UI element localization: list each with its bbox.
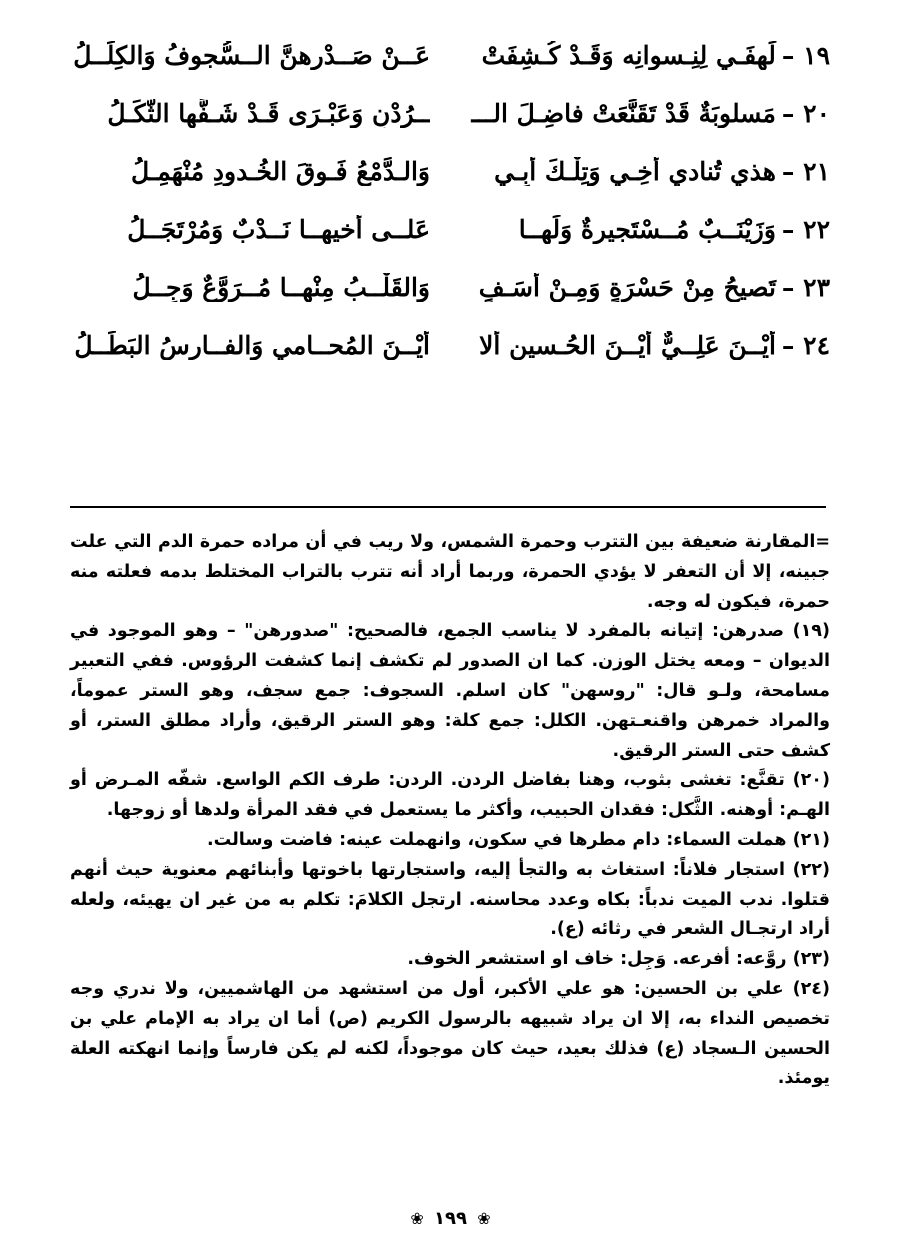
verse-21 — [60, 142, 830, 200]
footnote-20: (٢٠) تقنَّع: تغشى بثوب، وهنا بفاضل الردن. الردن: طرف الكم الواسع. شفّه المـرض أو الهـم: أوهنه. الثَّكل: فقدان الحبيب، وأكثر ما يستعمل في فقد المرأة ولدها أو زوجها. — [70, 770, 830, 821]
verse-second-hemistich: ــرُدْنِ وَعَبْـرَى قَـدْ شَـفَّها الثَّكَـلُ — [107, 98, 430, 128]
ornament-icon: ❀ — [410, 1209, 424, 1228]
verse-second-hemistich: عَــنْ صَــدْرِهنَّ الــسُّجوفُ وَالكِلَــلُ — [73, 40, 430, 70]
verse-number: ٢٤ – — [781, 330, 830, 360]
verse-24 — [60, 316, 830, 374]
footnote-continuation: =المقارنة ضعيفة بين التترب وحمرة الشمس، ولا ريب في أن مراده حمرة الدم التي علت جبينه، إلا أن التعفر لا يؤدي الحمرة، وربما أراد أنه تترب بالتراب المختلط بدمه فعلته منه حمرة، فيكون له وجه. — [70, 532, 830, 612]
footnote-21: (٢١) هملت السماء: دام مطرها في سكون، وانهملت عينه: فاضت وسالت. — [207, 829, 830, 850]
verse-19 — [60, 26, 830, 84]
verse-number: ٢٠ – — [781, 98, 830, 128]
footnote-22: (٢٢) استجار فلاناً: استغاث به والتجأ إليه، واستجارتها باخوتها وأبنائهم معنوية حيث أنهم قتلوا. ندب الميت ندباً: بكاه وعدد محاسنه. ارتجل الكلامَ: تكلم به من غير ان يهيئه، ولعله أراد ارتجـال الشعر في رثائه (ع). — [70, 859, 830, 940]
verse-first-hemistich: ٢٠ –مَسلوبَةٌ قَدْ تَقَنَّعَتْ فاضِـلَ الـــ — [471, 98, 830, 128]
verse-first-hemistich: ٢١ –هذي تُنادي أَخِـي وَتِلْـكَ أَبِـي — [494, 156, 830, 186]
ornament-icon: ❀ — [477, 1209, 491, 1228]
footnote-separator — [70, 506, 826, 508]
verse-20 — [60, 84, 830, 142]
verse-first-hemistich: ٢٢ –وَزَيْنَــبٌ مُــسْتَجيرةٌ وَلَهــا — [518, 214, 830, 244]
poem-section — [60, 26, 830, 374]
verse-second-hemistich: وَالـدَّمْعُ فَـوقَ الخُـدودِ مُنْهَمِـلُ — [131, 156, 430, 186]
page-number: ١٩٩ — [434, 1208, 467, 1229]
footnote-19: (١٩) صدرهن: إتيانه بالمفرد لا يناسب الجمع، فالصحيح: "صدورهن" – وهو الموجود في الديوان – ومعه يختل الوزن. كما ان الصدور لم تكشف إنما كشفت الرؤوس. ففي التعبير مسامحة، ولـو قال: "روسهن" كان اسلم. السجوف: جمع سجف، وهو الستر عموماً، والمراد خمرهن واقنعـتهن. الكلل: جمع كلة: وهو الستر الرقيق، وأراد مطلق الستر، أو كشف حتى الستر الرقيق. — [70, 621, 830, 761]
footnotes — [70, 528, 830, 1094]
verse-number: ٢١ – — [781, 156, 830, 186]
footnote-23: (٢٣) روَّعه: أفرعه. وَجِل: خاف او استشعر الخوف. — [407, 949, 830, 970]
verse-first-hemistich: ١٩ –لَهفَـي لِنِـسوانِه وَقَـدْ كُـشِفَتْ — [481, 40, 830, 70]
verse-number: ٢٣ – — [781, 272, 830, 302]
verse-number: ٢٢ – — [781, 214, 830, 244]
verse-first-hemistich: ٢٤ –أَيْــنَ عَلِــيٌّ أَيْــنَ الحُـسينِ أَلا — [479, 330, 830, 360]
verse-23 — [60, 258, 830, 316]
verse-22 — [60, 200, 830, 258]
verse-second-hemistich: عَلــى أَخيهــا نَــدْبٌ وَمُرْتَجَــلُ — [127, 214, 430, 244]
page-number-footer — [0, 1208, 901, 1229]
verse-first-hemistich: ٢٣ –تَصيحُ مِنْ حَسْرَةٍ وَمِـنْ أَسَـفٍ — [478, 272, 830, 302]
footnote-24: (٢٤) علي بن الحسين: هو علي الأكبر، أول من استشهد من الهاشميين، ولا ندري وجه تخصيص النداء به، إلا ان يراد شبيهه بالرسول الكريم (ص) أما ان يراد به الإمام علي بن الحسين الـسجاد (ع) فذلك بعيد، حيث كان موجوداً، لكنه لم يكن فارساً وإنما انهكته العلة يومئذ. — [70, 978, 830, 1089]
verse-second-hemistich: وَالقَلْــبُ مِنْهــا مُــرَوَّعٌ وَجِــلُ — [132, 272, 430, 302]
verse-number: ١٩ – — [781, 40, 830, 70]
verse-second-hemistich: أَيْــنَ المُحــامي وَالفــارِسُ البَطَــلُ — [74, 330, 430, 360]
